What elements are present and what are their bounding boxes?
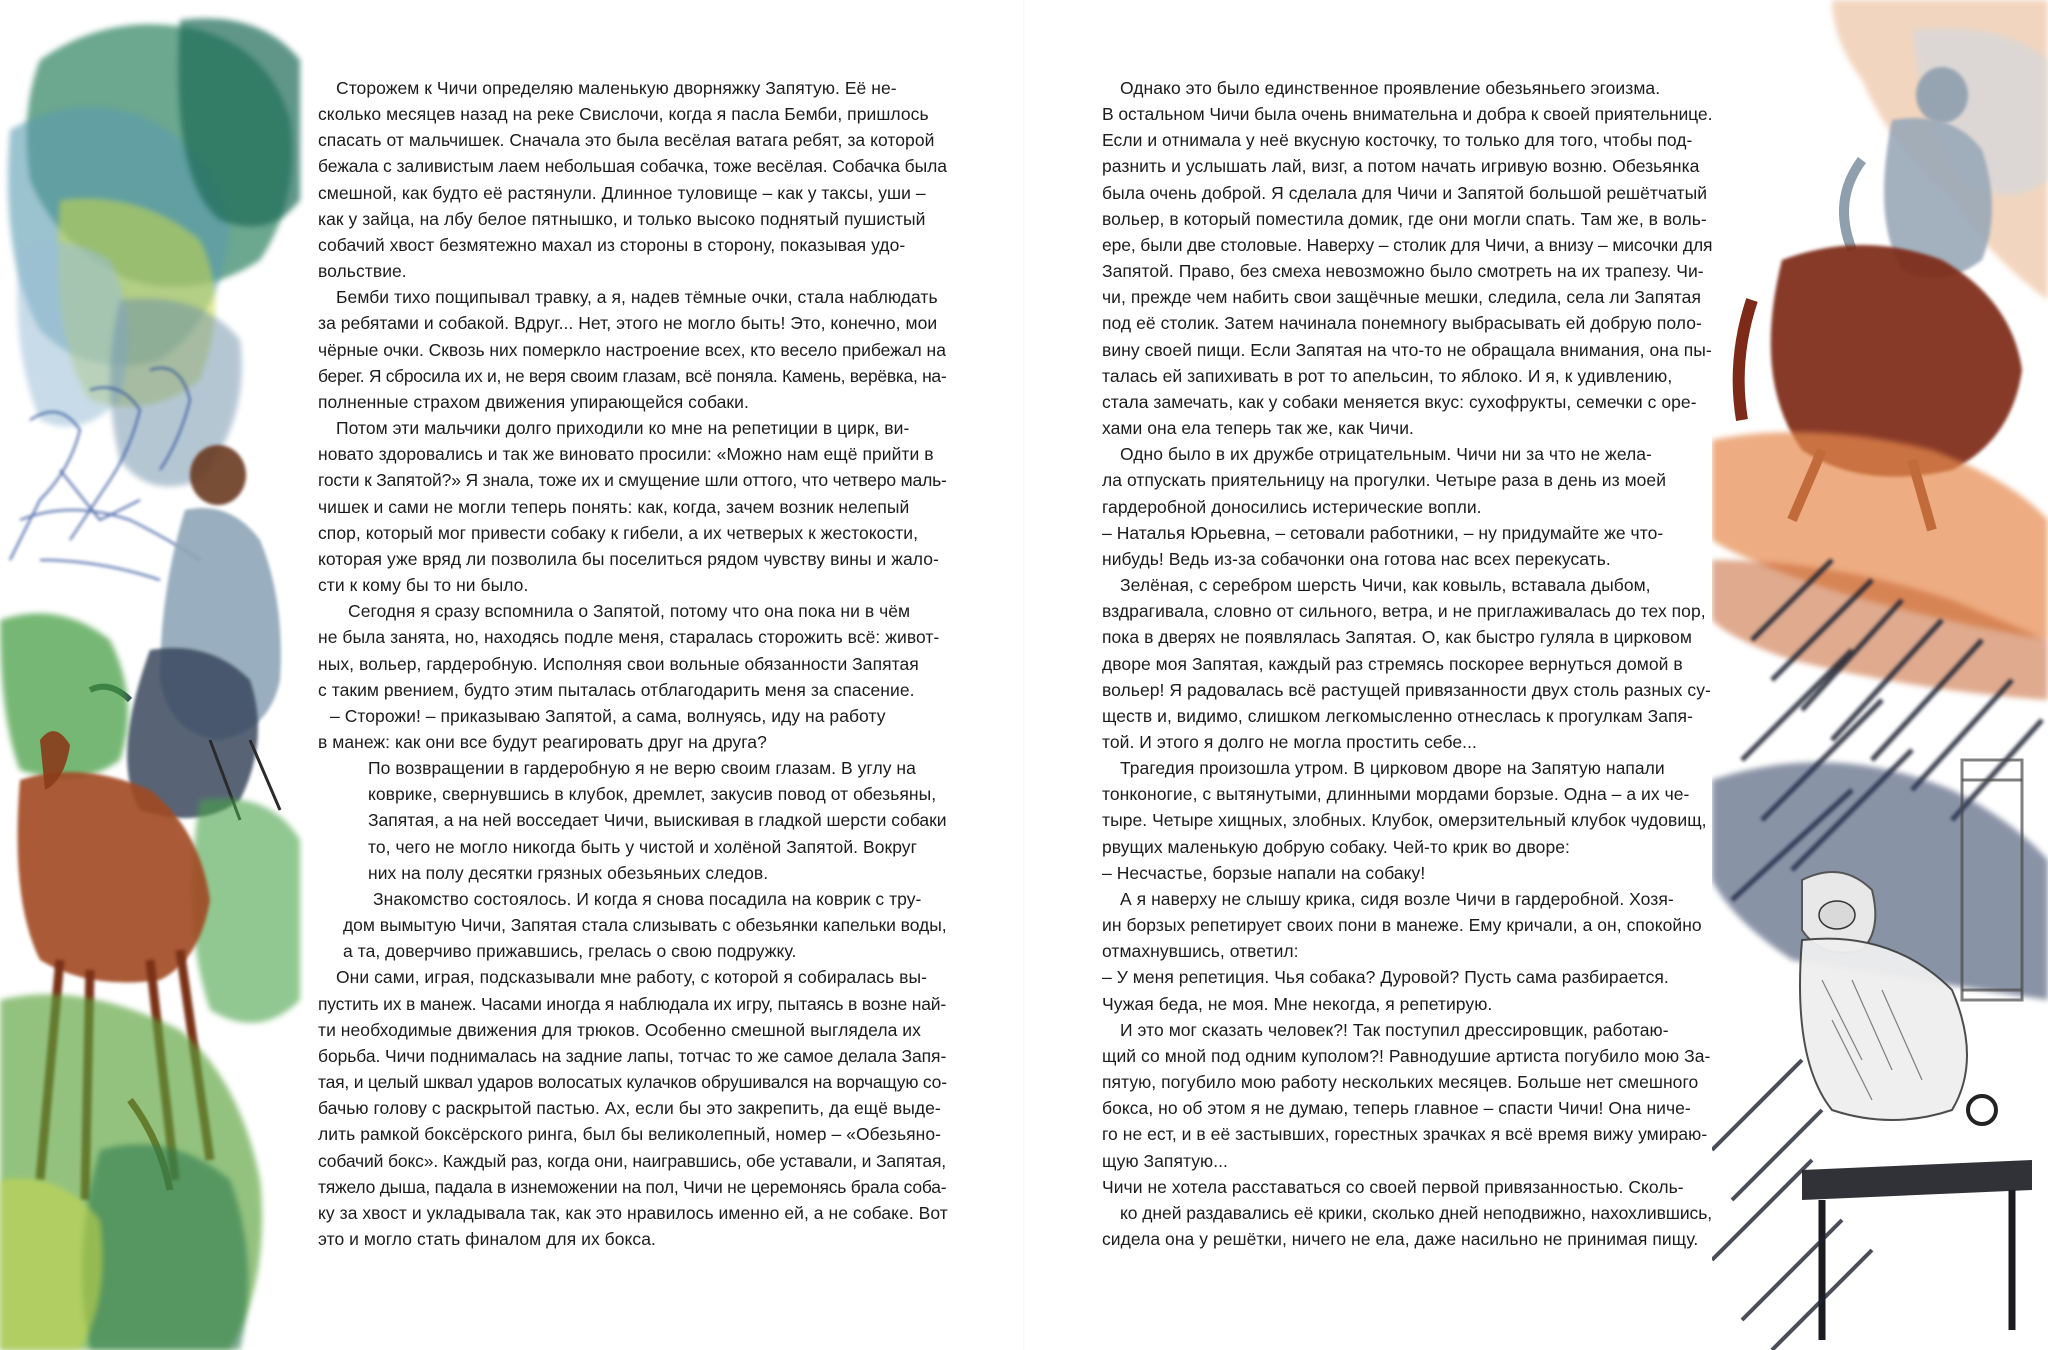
text-line: – Сторожи! – приказываю Запятой, а сама, волнуясь, иду на работу xyxy=(330,705,886,726)
text-line: – Наталья Юрьевна, – сетовали работники, – ну придумайте же что- xyxy=(1102,522,1664,543)
text-line: Однако это было единственное проявление обезьяньего эгоизма. xyxy=(1120,78,1661,98)
text-line: Они сами, играя, подсказывали мне работу, с которой я собиралась вы- xyxy=(336,967,927,988)
text-line: стала замечать, как у собаки меняется вкус: сухофрукты, семечки с оре- xyxy=(1102,391,1697,412)
text-line: По возвращении в гардеробную я не верю своим глазам. В углу на xyxy=(368,758,916,779)
text-line: вольер! Я радовалась всё растущей привязанности двух столь разных су- xyxy=(1102,679,1711,700)
text-line: спасать от мальчишек. Сначала это была весёлая ватага ребят, за которой xyxy=(318,130,935,151)
text-line: щую Запятую... xyxy=(1102,1150,1228,1171)
text-line: тонконогие, с вытянутыми, длинными мордами борзые. Одна – а их че- xyxy=(1102,784,1690,805)
text-line: – Несчастье, борзые напали на собаку! xyxy=(1102,862,1426,883)
text-line: бачью голову с раскрытой пастью. Ах, если бы это закрепить, да ещё выде- xyxy=(318,1098,941,1119)
text-line: Зелёная, с серебром шерсть Чичи, как ковыль, вставала дыбом, xyxy=(1120,575,1651,596)
text-line: ти необходимые движения для трюков. Особенно смешной выглядела их xyxy=(318,1019,921,1040)
text-line: борьба. Чичи поднималась на задние лапы, тотчас то же самое делала Запя- xyxy=(318,1045,947,1066)
text-line: рвущих маленькую добрую собаку. Чей-то крик во дворе: xyxy=(1102,836,1570,857)
text-line: Чичи не хотела расставаться со своей первой привязанностью. Сколь- xyxy=(1102,1176,1684,1197)
text-line: коврике, свернувшись в клубок, дремлет, закусив повод от обезьяны, xyxy=(368,784,937,805)
text-line: дворе моя Запятая, каждый раз стремясь поскорее вернуться домой в xyxy=(1102,653,1683,674)
text-line: бокса, но об этом я не думаю, теперь главное – спасти Чичи! Она ниче- xyxy=(1102,1098,1691,1119)
text-line: щий со мной под одним куполом?! Равнодушие артиста погубило мою За- xyxy=(1102,1045,1711,1066)
text-line: сти к кому бы то ни было. xyxy=(318,575,529,596)
text-line: разнить и услышать лай, визг, а потом начать игривую возню. Обезьянка xyxy=(1102,156,1700,177)
text-line: полненные страхом движения упирающейся собаки. xyxy=(318,391,749,412)
text-line: хами она ела теперь так же, как Чичи. xyxy=(1102,418,1414,439)
text-line: за ребятами и собакой. Вдруг... Нет, этого не могло быть! Это, конечно, мои xyxy=(318,313,938,334)
text-line: чи, прежде чем набить свои защёчные мешки, следила, села ли Запятая xyxy=(1102,287,1701,308)
text-line: го не ест, и в её застывших, горестных зрачках я всё время вижу умираю- xyxy=(1102,1124,1708,1145)
text-line: В остальном Чичи была очень внимательна и добра к своей приятельнице. xyxy=(1102,104,1713,125)
text-line: смешной, как будто её растянули. Длинное туловище – как у таксы, уши – xyxy=(318,182,926,203)
text-line: чёрные очки. Сквозь них померкло настроение всех, кто весело прибежал на xyxy=(318,339,946,360)
text-line: берег. Я сбросила их и, не веря своим глазам, всё поняла. Камень, верёвка, на- xyxy=(318,365,947,386)
text-line: ин борзых репетирует своих пони в манеже. Ему кричали, а он, спокойно xyxy=(1102,915,1702,936)
text-line: талась ей запихивать в рот то апельсин, то яблоко. И я, к удивлению, xyxy=(1102,365,1673,386)
text-line: нибудь! Ведь из-за собачонки она готова нас всех перекусать. xyxy=(1102,548,1611,569)
text-line: гости к Запятой?» Я знала, тоже их и смущение шли оттого, что четверо маль- xyxy=(318,470,947,491)
text-line: них на полу десятки грязных обезьяньих следов. xyxy=(368,862,769,883)
text-line: лить рамкой боксёрского ринга, был бы великолепный, номер – «Обезьяно- xyxy=(318,1124,942,1145)
text-line: бежала с заливистым лаем небольшая собачка, тоже весёлая. Собачка была xyxy=(318,156,947,177)
text-line: была очень доброй. Я сделала для Чичи и Запятой большой решётчатый xyxy=(1102,182,1708,203)
text-line: гардеробной доносились истерические вопли. xyxy=(1102,496,1482,517)
text-line: которая уже вряд ли позволила бы поселиться рядом чувству вины и жало- xyxy=(318,548,939,569)
text-line: дом вымытую Чичи, Запятая стала слизывать с обезьянки капельки воды, xyxy=(343,915,947,936)
text-line: сколько месяцев назад на реке Свислочи, когда я пасла Бемби, пришлось xyxy=(318,104,929,125)
text-line: Чужая беда, не моя. Мне некогда, я репетирую. xyxy=(1102,993,1493,1014)
text-line: ко дней раздавались её крики, сколько дней неподвижно, нахохлившись, xyxy=(1120,1202,1713,1223)
text-line: тая, и целый шквал ударов волосатых кулачков обрушивался на ворчащую со- xyxy=(318,1072,947,1093)
text-line: Одно было в их дружбе отрицательным. Чичи ни за что не жела- xyxy=(1120,444,1652,465)
text-line: собачий бокс». Каждый раз, когда они, наигравшись, обе уставали, и Запятая, xyxy=(318,1150,946,1171)
text-line: Запятой. Право, без смеха невозможно было смотреть на их трапезу. Чи- xyxy=(1102,261,1704,282)
text-line: это и могло стать финалом для их бокса. xyxy=(318,1229,656,1250)
text-line: новато здоровались и так же виновато просили: «Можно нам ещё прийти в xyxy=(318,444,934,465)
text-line: ла отпускать приятельницу на прогулки. Четыре раза в день из моей xyxy=(1102,470,1667,491)
text-line: пока в дверях не появлялась Запятая. О, как быстро гуляла в цирковом xyxy=(1102,627,1692,648)
text-line: Потом эти мальчики долго приходили ко мне на репетиции в цирк, ви- xyxy=(336,418,910,439)
text-line: Бемби тихо пощипывал травку, а я, надев тёмные очки, стала наблюдать xyxy=(336,287,938,308)
text-line: Запятая, а на ней восседает Чичи, выискивая в гладкой шерсти собаки xyxy=(368,810,947,831)
text-line: как у зайца, на лбу белое пятнышко, и только высоко поднятый пушистый xyxy=(318,208,926,229)
text-line: вольер, в который поместила домик, где они могли спать. Там же, в воль- xyxy=(1102,208,1707,229)
text-line: той. И этого я долго не могла простить себе... xyxy=(1102,732,1477,752)
text-line: Знакомство состоялось. И когда я снова посадила на коврик с тру- xyxy=(373,888,922,909)
text-line: пятую, погубило мою работу нескольких месяцев. Больше нет смешного xyxy=(1102,1072,1699,1093)
text-line: А я наверху не слышу крика, сидя возле Чичи в гардеробной. Хозя- xyxy=(1120,888,1674,909)
text-line: Если и отнимала у неё вкусную косточку, то только для того, чтобы под- xyxy=(1102,130,1693,151)
text-line: Сегодня я сразу вспомнила о Запятой, потому что она пока ни в чём xyxy=(348,601,911,622)
text-line: то, чего не могло никогда быть у чистой и холёной Запятой. Вокруг xyxy=(368,836,918,857)
text-line: а та, доверчиво прижавшись, грелась о свою подружку. xyxy=(343,941,797,962)
text-line: собачий хвост безмятежно махал из стороны в сторону, показывая удо- xyxy=(318,234,906,255)
text-line: сидела она у решётки, ничего не ела, даже насильно не принимая пищу. xyxy=(1102,1229,1699,1250)
text-line: ере, были две столовые. Наверху – столик для Чичи, а внизу – мисочки для xyxy=(1102,234,1713,255)
text-line: вздрагивала, словно от сильного, ветра, и не приглаживалась до тех пор, xyxy=(1102,601,1706,622)
text-line: ных, вольер, гардеробную. Исполняя свои вольные обязанности Запятая xyxy=(318,653,919,674)
text-line: вольствие. xyxy=(318,261,407,282)
text-line: спор, который мог привести собаку к гибели, а их четверых к жестокости, xyxy=(318,522,919,543)
text-line: – У меня репетиция. Чья собака? Дуровой? Пусть сама разбирается. xyxy=(1102,967,1669,988)
text-line: под её столик. Затем начинала понемногу выбрасывать ей добрую поло- xyxy=(1102,313,1702,334)
text-line: чишек и сами не могли теперь понять: как, когда, зачем возник нелепый xyxy=(318,496,910,517)
text-line: пустить их в манеж. Часами иногда я наблюдала их игру, пытаясь в возне най- xyxy=(318,993,947,1014)
text-line: Сторожем к Чичи определяю маленькую дворняжку Запятую. Её не- xyxy=(336,78,897,98)
text-line: тяжело дыша, падала в изнеможении на пол, Чичи не церемонясь брала соба- xyxy=(318,1176,947,1197)
text-line: ку за хвост и укладывала так, как это нравилось именно ей, а не собаке. Вот xyxy=(318,1202,948,1223)
text-line: с таким рвением, будто этим пыталась отблагодарить меня за спасение. xyxy=(318,679,915,700)
text-line: вину своей пищи. Если Запятая на что-то не обращала внимания, она пы- xyxy=(1102,339,1712,360)
text-line: не была занята, но, находясь подле меня, старалась сторожить всё: живот- xyxy=(318,627,940,648)
text-line: отмахнувшись, ответил: xyxy=(1102,941,1299,962)
text-line: в манеж: как они все будут реагировать друг на друга? xyxy=(318,732,767,752)
text-line: тыре. Четыре хищных, злобных. Клубок, омерзительный клубок чудовищ, xyxy=(1102,810,1707,831)
text-line: Трагедия произошла утром. В цирковом дворе на Запятую напали xyxy=(1120,758,1665,779)
text-line: И это мог сказать человек?! Так поступил дрессировщик, работаю- xyxy=(1120,1019,1669,1040)
text-line: ществ и, видимо, слишком легкомысленно отнеслась к прогулкам Запя- xyxy=(1102,705,1693,726)
